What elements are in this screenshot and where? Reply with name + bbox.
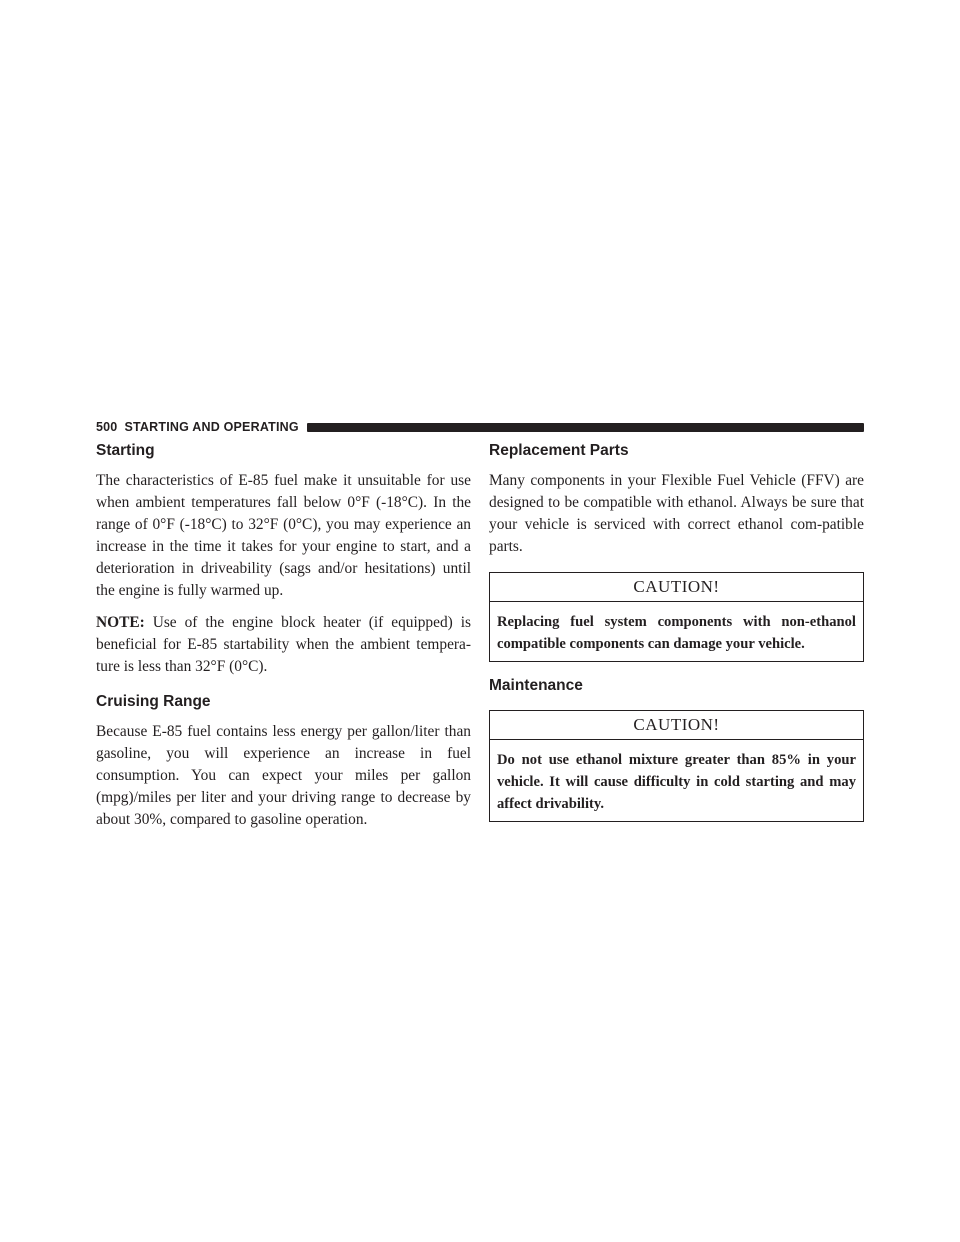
page-header [96, 419, 864, 435]
cruising-paragraph: Because E-85 fuel contains less energy per gallon/liter than gasoline, you will experience an increase in fuel consumption. You can expect your miles per gallon (mpg)/miles per liter and your driving range to decrease by about 30%, compared to gasoline operation. [96, 723, 471, 828]
caution-box-replacement [489, 572, 864, 662]
replacement-paragraph: Many components in your Flexible Fuel Vehicle (FFV) are designed to be compatible with ethanol. Always be sure that your vehicle is serviced with correct ethanol com-patible parts. [489, 472, 864, 555]
note-label: NOTE: [96, 614, 145, 631]
maintenance-heading: Maintenance [489, 677, 583, 694]
caution-text: Replacing fuel system components with non-ethanol compatible components can damage your vehicle. [497, 614, 856, 652]
replacement-heading: Replacement Parts [489, 442, 629, 459]
cruising-heading: Cruising Range [96, 693, 211, 710]
right-column [489, 441, 864, 836]
caution-box-maintenance [489, 710, 864, 822]
caution-title: CAUTION! [490, 573, 863, 602]
note-paragraph [96, 612, 471, 678]
starting-heading: Starting [96, 442, 155, 459]
note-text: Use of the engine block heater (if equipped) is beneficial for E-85 startability when the ambient tempera-ture is less than 32°F (0°C). [96, 614, 471, 675]
starting-paragraph: The characteristics of E-85 fuel make it unsuitable for use when ambient temperatures fall below 0°F (-18°C). In the range of 0°F (-18°C) to 32°F (0°C), you may experience an increase in the time it takes for your engine to start, and a deterioration in driveability (sags and/or hesitations) until the engine is fully warmed up. [96, 472, 471, 599]
caution-title: CAUTION! [490, 711, 863, 740]
header-rule [307, 423, 864, 432]
left-column [96, 441, 471, 841]
section-title: STARTING AND OPERATING [124, 420, 299, 434]
caution-text: Do not use ethanol mixture greater than 85% in your vehicle. It will cause difficulty in cold starting and may affect drivability. [497, 752, 856, 812]
page-number: 500 [96, 420, 118, 434]
